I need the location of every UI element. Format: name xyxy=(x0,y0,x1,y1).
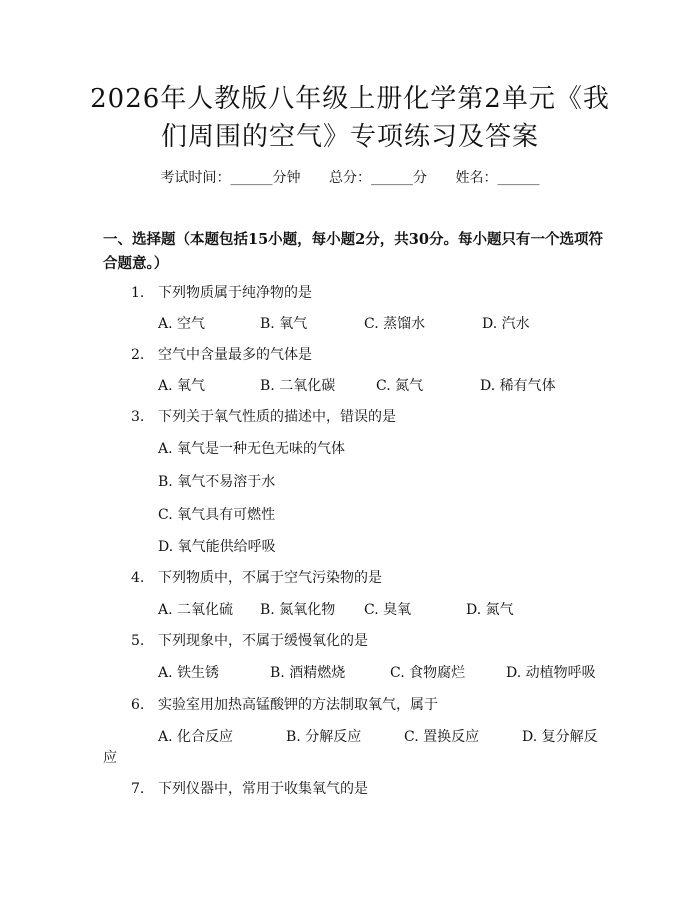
option-c: C. 臭氧 xyxy=(364,602,412,618)
option-a: A. 氧气 xyxy=(158,378,206,394)
question-7-number: 7. xyxy=(131,781,145,797)
question-5-text: 下列现象中，不属于缓慢氧化的是 xyxy=(158,633,368,649)
option-c: C. 置换反应 xyxy=(404,729,480,745)
question-number: 1. xyxy=(131,285,145,301)
exam-meta xyxy=(0,167,700,187)
option-c: C. 蒸馏水 xyxy=(364,316,426,332)
option-d: D. 氮气 xyxy=(466,602,514,618)
page-title xyxy=(60,80,640,156)
question-5-number: 5. xyxy=(131,633,145,649)
option-d: D. 稀有气体 xyxy=(480,378,556,394)
option-d: D. 复分解反 xyxy=(522,729,598,745)
option-a: A. 二氧化硫 xyxy=(158,602,234,618)
question-6-number: 6. xyxy=(131,697,145,713)
student-name-field: 姓名：______ xyxy=(455,170,540,186)
option-a: A. 空气 xyxy=(158,316,206,332)
option-b: B. 分解反应 xyxy=(286,729,362,745)
question-4-number: 4. xyxy=(131,570,145,586)
question-3-number: 3. xyxy=(131,409,145,425)
question-4-text: 下列物质中，不属于空气污染物的是 xyxy=(158,570,382,586)
question-3-text: 下列关于氧气性质的描述中，错误的是 xyxy=(158,409,396,425)
section-heading: 一、选择题（本题包括15小题，每小题2分，共30分。每小题只有一个选项符合题意。） xyxy=(103,231,603,272)
option-b: B. 氮氧化物 xyxy=(260,602,336,618)
option-b: B. 二氧化碳 xyxy=(260,378,336,394)
option-d: D. 动植物呼吸 xyxy=(506,665,596,681)
option-a: A. 铁生锈 xyxy=(158,665,220,681)
question-6-text: 实验室用加热高锰酸钾的方法制取氧气，属于 xyxy=(158,697,438,713)
option-d: D. 汽水 xyxy=(482,316,530,332)
question-2-text: 空气中含量最多的气体是 xyxy=(158,347,312,363)
question-2-number: 2. xyxy=(131,347,145,363)
option-c: C. 食物腐烂 xyxy=(390,665,466,681)
option-d-wrap: 应 xyxy=(103,750,117,766)
option-a: A. 化合反应 xyxy=(158,729,234,745)
option-b: B. 氧气不易溶于水 xyxy=(158,474,276,490)
title-line-2: 们周围的空气》专项练习及答案 xyxy=(160,122,539,152)
option-c: C. 氧气具有可燃性 xyxy=(158,507,276,523)
total-score-field: 总分：______分 xyxy=(329,170,427,186)
exam-time-field: 考试时间：______分钟 xyxy=(160,170,301,186)
option-b: B. 酒精燃烧 xyxy=(270,665,346,681)
option-c: C. 氮气 xyxy=(376,378,424,394)
question-text: 下列物质属于纯净物的是 xyxy=(158,285,312,301)
title-line-1: 2026年人教版八年级上册化学第2单元《我 xyxy=(90,84,610,114)
option-d: D. 氧气能供给呼吸 xyxy=(158,539,276,555)
option-b: B. 氧气 xyxy=(260,316,308,332)
question-7-text: 下列仪器中，常用于收集氧气的是 xyxy=(158,781,368,797)
option-a: A. 氧气是一种无色无味的气体 xyxy=(158,441,346,457)
